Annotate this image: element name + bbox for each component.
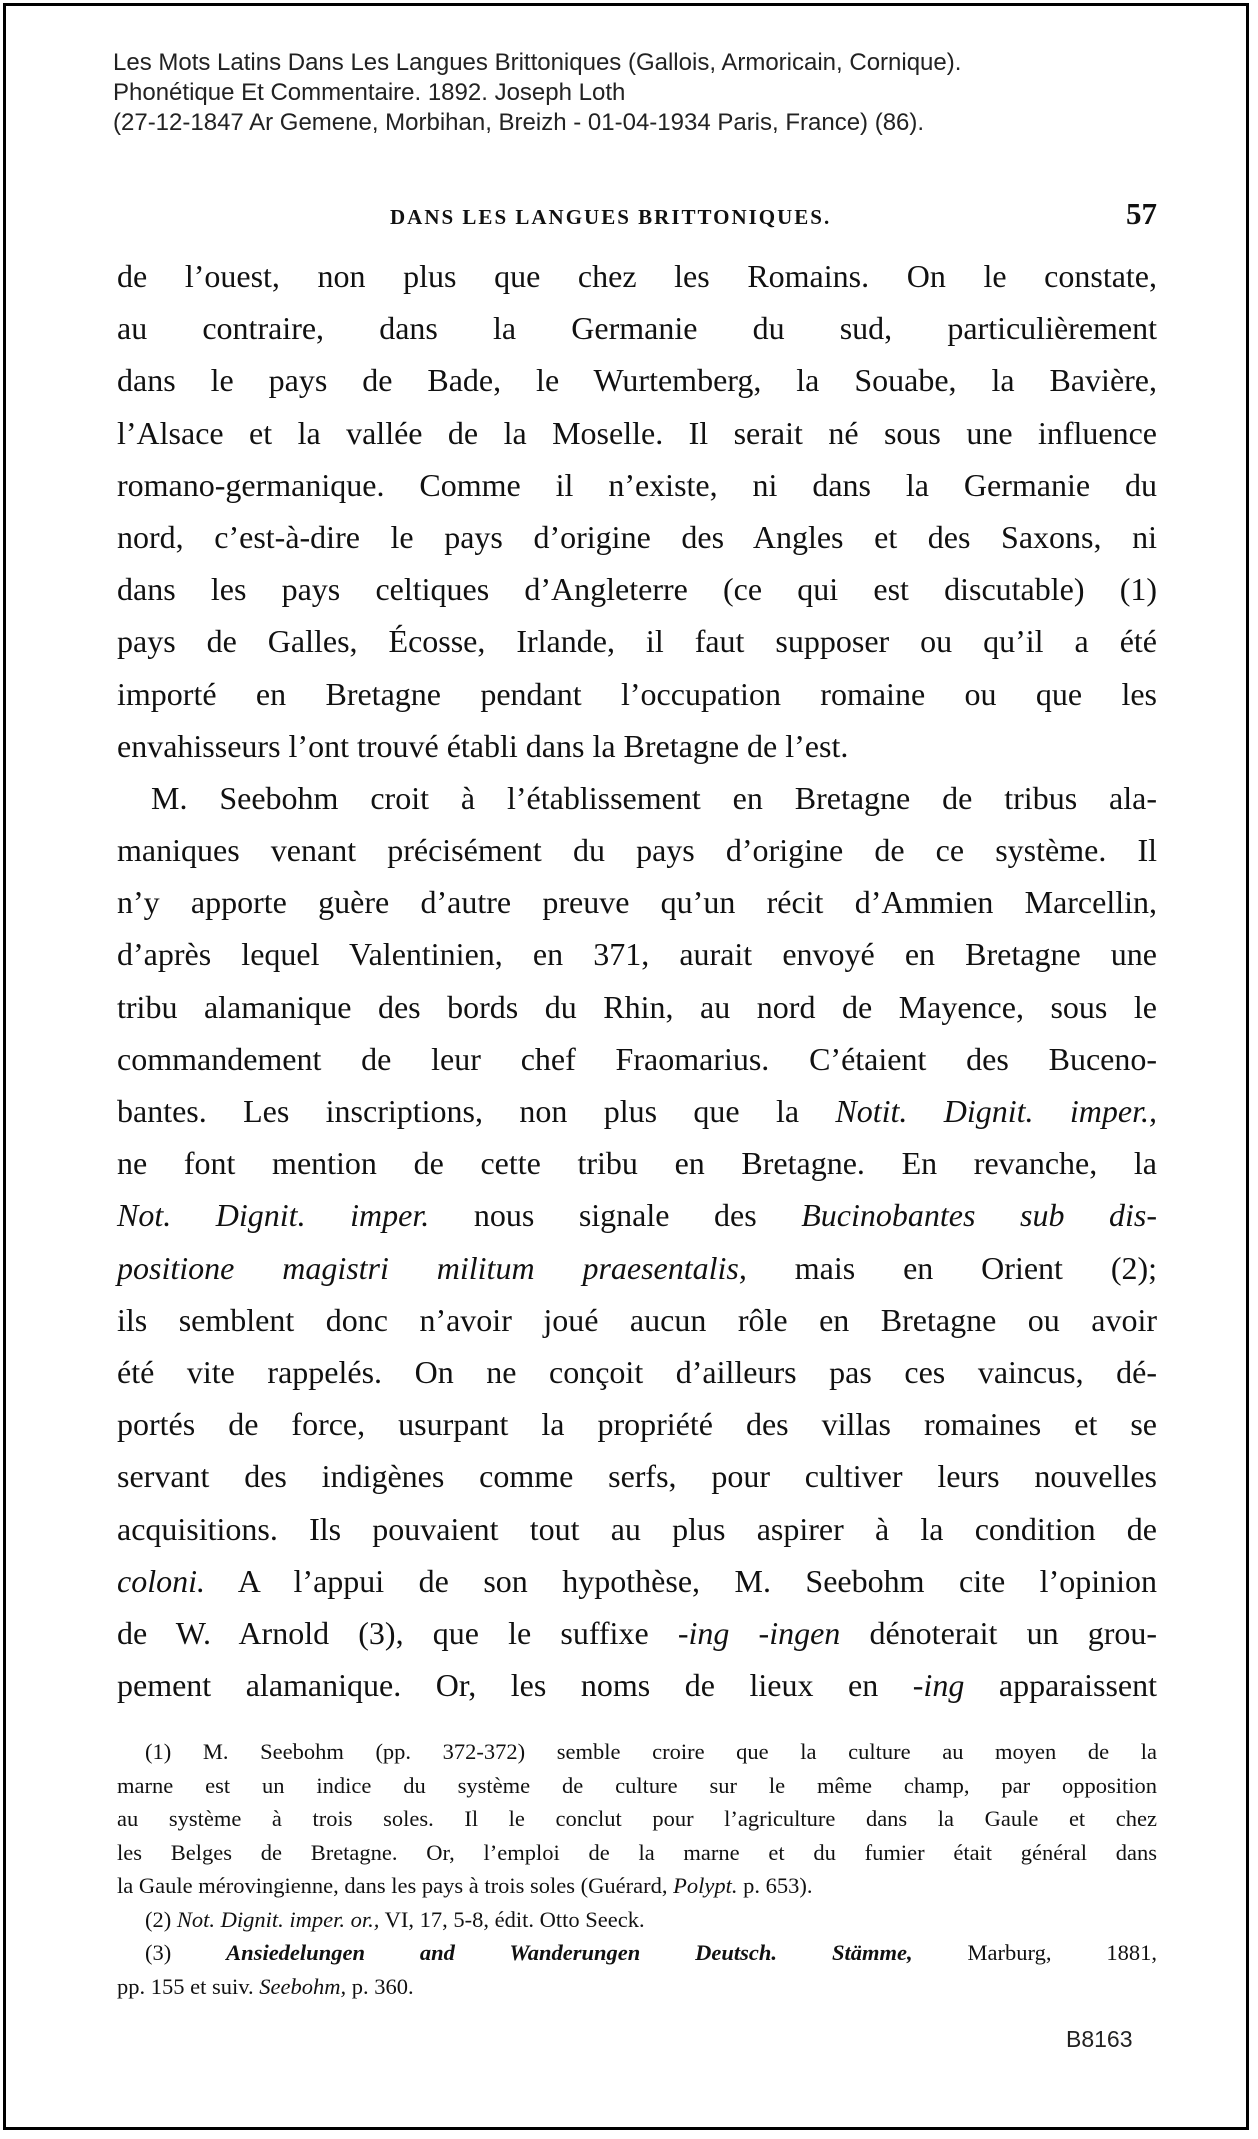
text-line: importé en Bretagne pendant l’occupation romaine ou que les [117,675,1157,712]
text-line: tribu alamanique des bords du Rhin, au nord de Mayence, sous le [117,988,1157,1025]
text-line: pays de Galles, Écosse, Irlande, il faut supposer ou qu’il a été [117,623,1157,660]
text-run: de W. Arnold (3), que le suffixe [117,1614,649,1651]
text-line: portés de force, usurpant la propriété des villas romaines et se [117,1406,1157,1443]
text-run: apparaissent [998,1667,1158,1704]
footnote-line: (1) M. Seebohm (pp. 372-372) semble croire que la culture au moyen de la [145,1739,1157,1764]
text-run: mais en Orient (2); [794,1249,1158,1286]
text-line: au contraire, dans la Germanie du sud, particulièrement [117,310,1157,347]
italic-text: Seebohm, [259,1973,347,1999]
text-run: Marburg, 1881, [967,1940,1158,1965]
main-text [117,250,1157,1711]
text-line: nord, c’est-à-dire le pays d’origine des Angles et des Saxons, ni [117,518,1157,555]
italic-text: -ing [912,1667,965,1704]
italic-text: coloni. [117,1562,205,1599]
text-line [117,1242,1157,1294]
text-run: la Gaule mérovingienne, dans les pays à trois soles (Guérard, [117,1873,668,1898]
footnote-line [117,1970,1157,2004]
text-run: A l’appui de son hypothèse, M. Seebohm cite l’opinion [237,1562,1158,1599]
running-head [115,196,1157,236]
text-line: d’après lequel Valentinien, en 371, aurait envoyé en Bretagne une [117,936,1157,973]
italic-text: positione magistri militum praesentalis, [117,1249,747,1286]
italic-text: Not. Dignit. imper. [117,1197,430,1234]
text-line [117,1607,1157,1659]
text-run: p. 653). [743,1873,813,1898]
text-line: envahisseurs l’ont trouvé établi dans la Bretagne de l’est. [117,727,849,764]
text-run: pement alamanique. Or, les noms de lieux en [117,1667,879,1704]
text-line: l’Alsace et la vallée de la Moselle. Il serait né sous une influence [117,414,1157,451]
text-line [117,1189,1157,1241]
footnote-line [117,1903,1157,1937]
text-line: servant des indigènes comme serfs, pour cultiver leurs nouvelles [117,1458,1157,1495]
header-line: Les Mots Latins Dans Les Langues Brittoniques (Gallois, Armoricain, Cornique). [113,49,962,76]
text-run: VI, 17, 5-8, édit. Otto Seeck. [384,1906,645,1932]
italic-text: -ing -ingen [677,1614,841,1651]
text-run: p. 360. [351,1973,414,1999]
italic-text: Notit. Dignit. imper., [835,1093,1158,1129]
text-run: dénoterait un grou- [869,1614,1158,1651]
text-line [117,1555,1157,1607]
footnote-line: au système à trois soles. Il le conclut pour l’agriculture dans la Gaule et chez [117,1806,1157,1831]
source-header [113,48,1173,138]
page-number: 57 [1126,196,1157,231]
text-line: n’y apporte guère d’autre preuve qu’un récit d’Ammien Marcellin, [117,884,1157,921]
text-line: de l’ouest, non plus que chez les Romains. On le constate, [117,258,1157,294]
footnotes [117,1735,1157,2003]
running-head-title: DANS LES LANGUES BRITTONIQUES. [390,205,832,229]
header-line: Phonétique Et Commentaire. 1892. Joseph Loth [113,79,626,106]
footnote-line [117,1936,1157,1970]
text-run: (3) [145,1940,172,1965]
text-line [117,1085,1157,1137]
text-line: ne font mention de cette tribu en Bretagne. En revanche, la [117,1145,1157,1182]
text-line [117,1659,1157,1711]
text-line: ils semblent donc n’avoir joué aucun rôle en Bretagne ou avoir [117,1301,1157,1338]
footnote-line: marne est un indice du système de culture sur le même champ, par opposition [117,1772,1157,1798]
text-line: dans le pays de Bade, le Wurtemberg, la Souabe, la Bavière, [117,362,1157,399]
italic-text: Bucinobantes sub dis- [801,1197,1158,1234]
italic-text: Polypt. [673,1873,738,1898]
italic-text: Ansiedelungen and Wanderungen Deutsch. Stämme, [226,1940,913,1965]
footnote-line: les Belges de Bretagne. Or, l’emploi de la marne et du fumier était général dans [117,1839,1157,1865]
text-run: nous signale des [473,1197,757,1234]
text-line: été vite rappelés. On ne conçoit d’ailleurs pas ces vaincus, dé- [117,1353,1157,1390]
text-line: romano-germanique. Comme il n’existe, ni dans la Germanie du [117,466,1157,503]
catalog-code: B8163 [1066,2026,1133,2052]
footnote-line [117,1869,1157,1903]
text-run: (2) [145,1906,172,1932]
text-line: M. Seebohm croit à l’établissement en Bretagne de tribus ala- [151,779,1157,816]
text-line: maniques venant précisément du pays d’origine de ce système. Il [117,832,1157,869]
text-line: dans les pays celtiques d’Angleterre (ce qui est discutable) (1) [117,571,1157,608]
text-run: bantes. Les inscriptions, non plus que la [117,1093,800,1129]
header-line: (27-12-1847 Ar Gemene, Morbihan, Breizh - 01-04-1934 Paris, France) (86). [113,109,925,136]
text-run: pp. 155 et suiv. [117,1973,254,1999]
text-line: commandement de leur chef Fraomarius. C’étaient des Buceno- [117,1040,1157,1077]
text-line: acquisitions. Ils pouvaient tout au plus aspirer à la condition de [117,1510,1157,1547]
italic-text: Not. Dignit. imper. or., [176,1906,380,1932]
